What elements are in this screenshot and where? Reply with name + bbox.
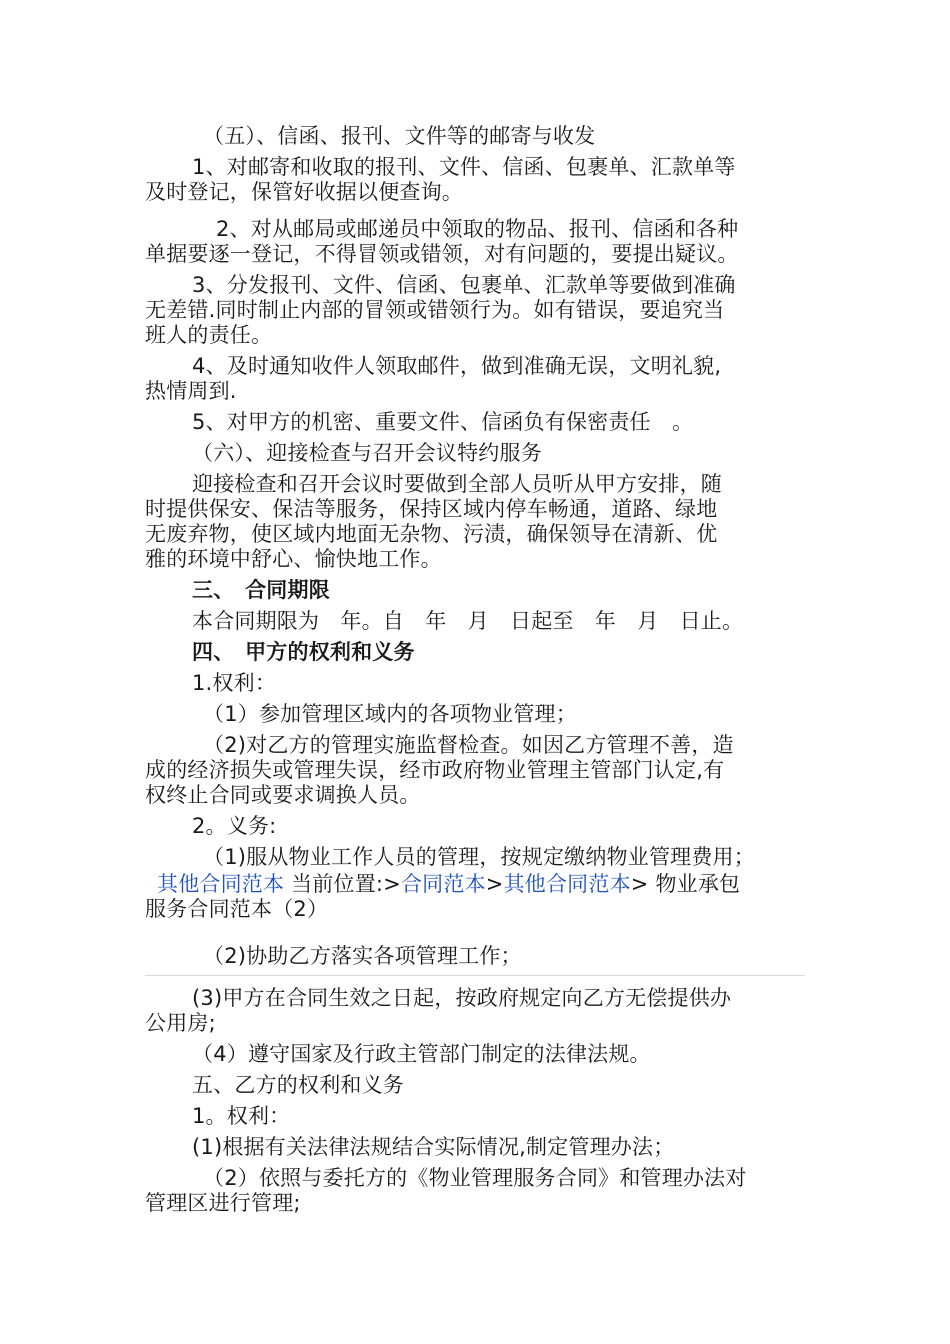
party-a-duty-4: （4）遵守国家及行政主管部门制定的法律法规。 bbox=[192, 1042, 651, 1066]
paragraph-item-2 bbox=[145, 217, 805, 267]
text-line: 无差错.同时制止内部的冒领或错领行为。如有错误，要追究当 bbox=[145, 298, 725, 322]
section-heading-5: （五）、信函、报刊、文件等的邮寄与收发 bbox=[203, 124, 596, 148]
breadcrumb-link-other-templates[interactable]: 其他合同范本 bbox=[503, 872, 631, 896]
text-line: 无废弃物，使区域内地面无杂物、污渍，确保领导在清新、优 bbox=[145, 522, 718, 546]
party-a-duty-2: （2)协助乙方落实各项管理工作； bbox=[203, 944, 522, 968]
paragraph-item-3 bbox=[145, 273, 805, 348]
text-line: 单据要逐一登记，不得冒领或错领，对有问题的，要提出疑议。 bbox=[145, 242, 739, 266]
party-a-duty-3 bbox=[145, 986, 805, 1036]
breadcrumb-separator: > bbox=[485, 872, 504, 896]
text-line: 热情周到. bbox=[145, 379, 237, 403]
paragraph-item-4 bbox=[145, 354, 805, 404]
text-line: 1、对邮寄和收取的报刊、文件、信函、包裹单、汇款单等 bbox=[192, 155, 736, 179]
text-line: 3、分发报刊、文件、信函、包裹单、汇款单等要做到准确 bbox=[192, 273, 736, 297]
breadcrumb-separator: > bbox=[630, 872, 656, 896]
text-line: 雅的环境中舒心、愉快地工作。 bbox=[145, 547, 442, 571]
text-line: （2）依照与委托方的《物业管理服务合同》和管理办法对 bbox=[203, 1166, 747, 1190]
party-a-duties-label: 2。义务: bbox=[192, 814, 277, 838]
section-heading-term: 三、 合同期限 bbox=[192, 578, 330, 602]
text-line: 权终止合同或要求调换人员。 bbox=[145, 783, 421, 807]
party-a-right-1: （1）参加管理区域内的各项物业管理； bbox=[203, 702, 577, 726]
section-heading-6: （六）、迎接检查与召开会议特约服务 bbox=[192, 441, 542, 465]
paragraph-section-6 bbox=[145, 472, 805, 572]
breadcrumb-link-contract-templates[interactable]: 合同范本 bbox=[400, 872, 486, 896]
divider bbox=[145, 975, 805, 976]
breadcrumb-current: 物业承包 bbox=[655, 872, 741, 896]
text-line: 及时登记，保管好收据以便查询。 bbox=[145, 180, 463, 204]
breadcrumb-prefix: 当前位置:> bbox=[291, 872, 401, 896]
breadcrumb-current-continued: 服务合同范本（2） bbox=[145, 897, 329, 921]
breadcrumb bbox=[145, 872, 805, 922]
party-b-right-1: (1)根据有关法律法规结合实际情况,制定管理办法； bbox=[192, 1135, 675, 1159]
text-line: 时提供保安、保洁等服务，保持区域内停车畅通，道路、绿地 bbox=[145, 497, 718, 521]
paragraph-term: 本合同期限为 年。自 年 月 日起至 年 月 日止。 bbox=[192, 609, 744, 633]
section-heading-party-a: 四、 甲方的权利和义务 bbox=[192, 640, 415, 664]
text-line: （2)对乙方的管理实施监督检查。如因乙方管理不善，造 bbox=[203, 733, 734, 757]
document-body bbox=[145, 124, 805, 1216]
text-line: (3)甲方在合同生效之日起，按政府规定向乙方无偿提供办 bbox=[192, 986, 732, 1010]
text-line: 成的经济损失或管理失误，经市政府物业管理主管部门认定,有 bbox=[145, 758, 725, 782]
text-line: 2、对从邮局或邮递员中领取的物品、报刊、信函和各种 bbox=[216, 217, 739, 241]
paragraph-item-5: 5、对甲方的机密、重要文件、信函负有保密责任 。 bbox=[192, 410, 694, 434]
paragraph-item-1 bbox=[145, 155, 805, 205]
text-line: 管理区进行管理; bbox=[145, 1191, 301, 1215]
party-a-rights-label: 1.权利： bbox=[192, 671, 277, 695]
text-line: 4、及时通知收件人领取邮件，做到准确无误，文明礼貌, bbox=[192, 354, 722, 378]
party-b-rights-label: 1。权利： bbox=[192, 1104, 291, 1128]
breadcrumb-category-link[interactable]: 其他合同范本 bbox=[157, 872, 285, 896]
text-line: 公用房; bbox=[145, 1011, 216, 1035]
party-a-duty-1: （1)服从物业工作人员的管理，按规定缴纳物业管理费用； bbox=[203, 845, 755, 869]
section-heading-party-b: 五、乙方的权利和义务 bbox=[192, 1073, 404, 1097]
party-a-right-2 bbox=[145, 733, 805, 808]
text-line: 迎接检查和召开会议时要做到全部人员听从甲方安排，随 bbox=[192, 472, 722, 496]
party-b-right-2 bbox=[145, 1166, 805, 1216]
text-line: 班人的责任。 bbox=[145, 323, 273, 347]
